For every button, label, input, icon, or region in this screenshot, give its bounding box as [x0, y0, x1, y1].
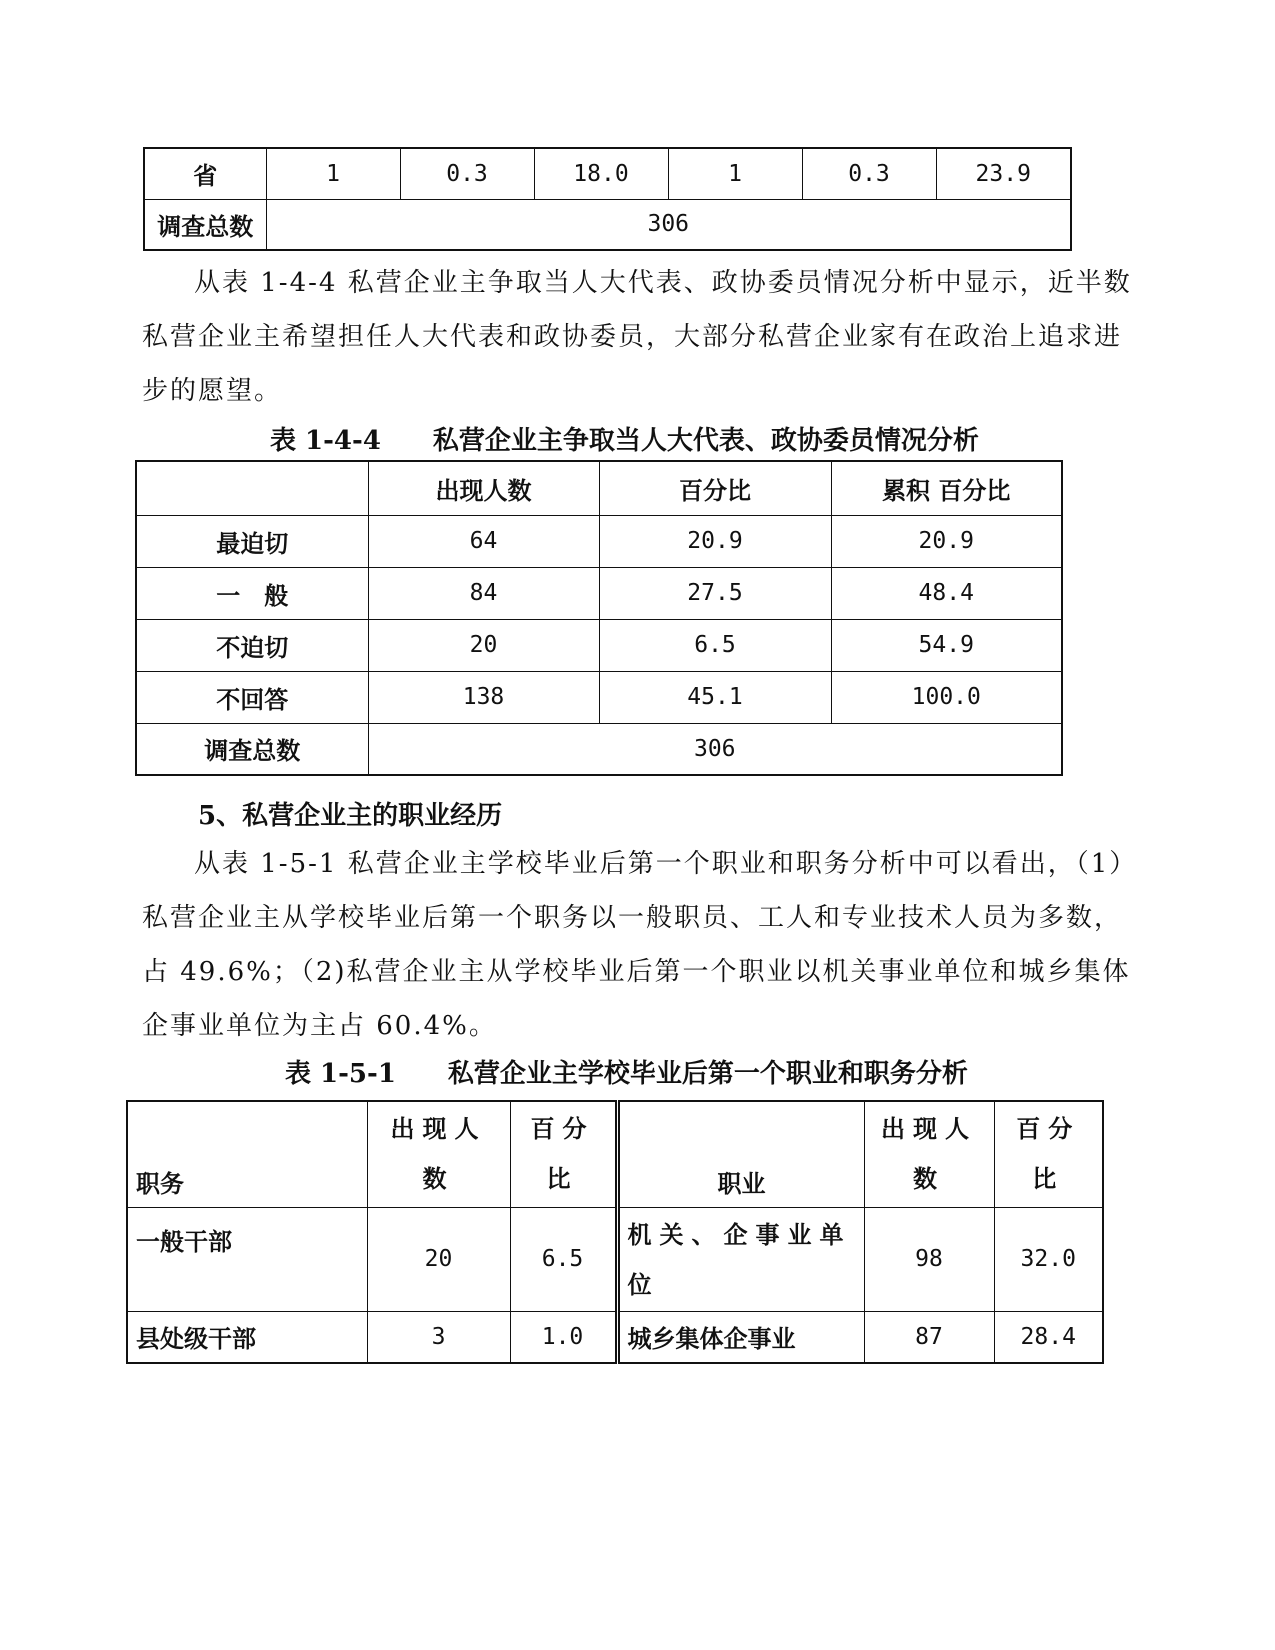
cell-count-2: 87	[864, 1311, 994, 1363]
row-label: 不回答	[136, 671, 368, 723]
cell-count-1: 20	[367, 1207, 510, 1311]
total-value: 306	[266, 199, 1071, 250]
table-144-caption: 表 1-4-4 私营企业主争取当人大代表、政协委员情况分析	[270, 426, 979, 456]
header-pct-1: 百分比	[510, 1101, 617, 1207]
header-duty: 职务	[127, 1101, 367, 1207]
cell: 1	[668, 148, 802, 199]
cell-cum: 48.4	[831, 567, 1062, 619]
cell-pct: 27.5	[599, 567, 831, 619]
cell-count: 138	[368, 671, 599, 723]
cell-duty: 县处级干部	[127, 1311, 367, 1363]
table-row	[136, 515, 1062, 567]
paragraph-1: 从表 1-4-4 私营企业主争取当人大代表、政协委员情况分析中显示，近半数私营企业主希望担任人大代表和政协委员，大部分私营企业家有在政治上追求进步的愿望。	[142, 268, 1132, 406]
table-header-row	[127, 1101, 1103, 1207]
table-row	[127, 1311, 1103, 1363]
cell-count: 20	[368, 619, 599, 671]
cell: 0.3	[400, 148, 534, 199]
total-label: 调查总数	[136, 723, 368, 775]
cell-count: 64	[368, 515, 599, 567]
cell-pct-1: 1.0	[510, 1311, 617, 1363]
table-151	[126, 1100, 1104, 1364]
cell: 18.0	[534, 148, 668, 199]
row-label: 不迫切	[136, 619, 368, 671]
header-cum-pct: 累积 百分比	[831, 461, 1062, 515]
cell-pct: 45.1	[599, 671, 831, 723]
cell-count-2: 98	[864, 1207, 994, 1311]
row-label: 最迫切	[136, 515, 368, 567]
cell-pct: 20.9	[599, 515, 831, 567]
cell-pct-2: 32.0	[994, 1207, 1103, 1311]
table-total-row	[136, 723, 1062, 775]
header-pct-2: 百分比	[994, 1101, 1103, 1207]
table-row	[127, 1207, 1103, 1311]
cell-pct-1: 6.5	[510, 1207, 617, 1311]
cell-occupation: 城乡集体企事业	[617, 1311, 864, 1363]
cell: 1	[266, 148, 400, 199]
cell-pct: 6.5	[599, 619, 831, 671]
cell-count: 84	[368, 567, 599, 619]
header-pct: 百分比	[599, 461, 831, 515]
total-label: 调查总数	[144, 199, 266, 250]
table-top-continuation	[143, 147, 1072, 251]
cell-occupation: 机关、企事业单位	[617, 1207, 864, 1311]
cell-cum: 100.0	[831, 671, 1062, 723]
cell-duty: 一般干部	[127, 1207, 367, 1311]
table-151-caption: 表 1-5-1 私营企业主学校毕业后第一个职业和职务分析	[285, 1059, 968, 1089]
table-row	[136, 619, 1062, 671]
table-row	[136, 567, 1062, 619]
cell-cum: 20.9	[831, 515, 1062, 567]
header-count-2: 出现人数	[864, 1101, 994, 1207]
header-occupation: 职业	[617, 1101, 864, 1207]
table-row	[144, 199, 1071, 250]
cell: 0.3	[802, 148, 936, 199]
cell-pct-2: 28.4	[994, 1311, 1103, 1363]
row-label: 省	[144, 148, 266, 199]
table-row	[136, 671, 1062, 723]
paragraph-2: 从表 1-5-1 私营企业主学校毕业后第一个职业和职务分析中可以看出，（1）私营企业主从学校毕业后第一个职务以一般职员、工人和专业技术人员为多数，占 49.6%；（2)私营企业主从学校毕业后第一个职业以机关事业单位和城乡集体企事业单位为主占 60.4%。	[142, 849, 1131, 1041]
header-count: 出现人数	[368, 461, 599, 515]
table-row	[144, 148, 1071, 199]
cell: 23.9	[936, 148, 1071, 199]
row-label: 一 般	[136, 567, 368, 619]
section-heading: 5、私营企业主的职业经历	[198, 801, 503, 831]
header-count-1: 出现人数	[367, 1101, 510, 1207]
table-header-row	[136, 461, 1062, 515]
cell-cum: 54.9	[831, 619, 1062, 671]
table-144	[135, 460, 1063, 776]
header-blank	[136, 461, 368, 515]
cell-count-1: 3	[367, 1311, 510, 1363]
total-value: 306	[368, 723, 1062, 775]
